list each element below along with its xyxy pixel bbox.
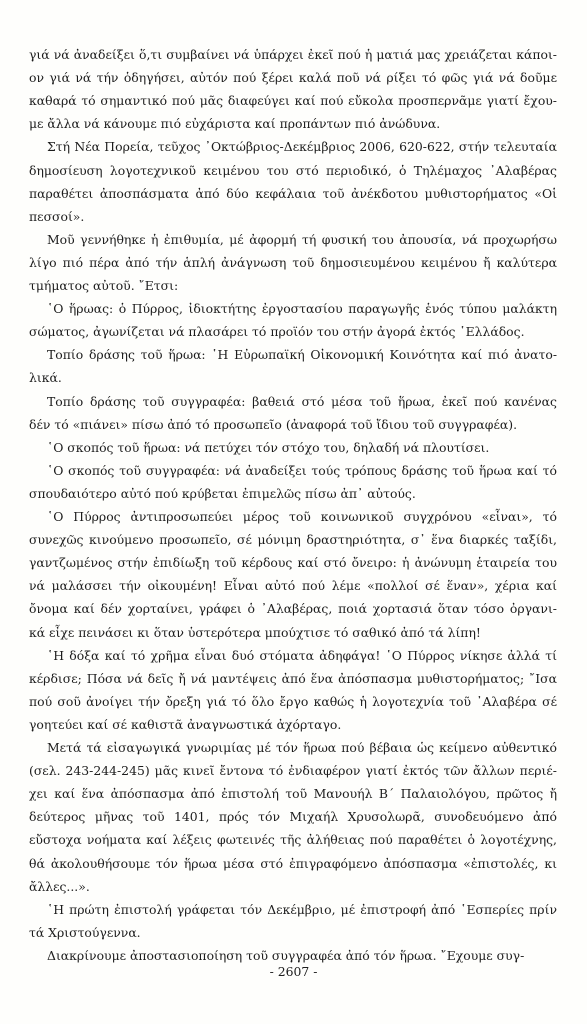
text-line: ῾Ο ἥρωας: ὁ Πύρρος, ἰδιοκτήτης ἐργοστασίου παραγωγῆς ἑνός τύπου μαλάκτη (47, 301, 557, 317)
text-line: ῾Ο σκοπός τοῦ ἥρωα: νά πετύχει τόν στόχο του, δηλαδή νά πλουτίσει. (47, 439, 490, 455)
text-line: τά Χριστούγεννα. (29, 924, 141, 940)
text-line: κά εἶχε πεινάσει κι ὅταν ὑστερότερα μπούχτισε τό σαθικό ἀπό τά λίπη! (29, 624, 481, 640)
text-line: λίγο πιό πέρα ἀπό τήν ἁπλή ἀνάγνωση τοῦ δημοσιευμένου κειμένου ἤ καλύτερα (29, 254, 557, 270)
text-line: λικά. (29, 370, 62, 386)
text-line: ὄνομα καί δέν χορταίνει, γράφει ὁ ᾿Αλαβέρας, ποιά χορτασιά ὅταν τόσο ὀργανι- (29, 601, 557, 617)
text-line: δημοσίευση λογοτεχνικοῦ κειμένου του στό περιοδικό, ὁ Τηλέμαχος ᾿Αλαβέρας (29, 162, 557, 178)
text-line: ον γιά νά τήν ὁδηγήσει, αὐτόν πού ξέρει καλά ποῦ νά ρίξει τό φῶς γιά νά δοῦμε (29, 70, 557, 86)
text-line: δεύτερος μῆνας τοῦ 1401, πρός τόν Μιχαήλ Χρυσολωρᾶ, συνοδευόμενο ἀπό (29, 809, 557, 825)
text-line: παραθέτει ἀποσπάσματα ἀπό δύο κεφάλαια τοῦ ἀνέκδοτου μυθιστορήματος «Οἱ (29, 185, 557, 201)
text-line: νά μαλάσσει τήν οἰκουμένη! Εἶναι αὐτό πού λέμε «πολλοί σέ ἕναν», χέρια καί (29, 578, 557, 594)
text-line: χει καί ἕνα ἀπόσπασμα ἀπό ἐπιστολή τοῦ Μανουήλ Β΄ Παλαιολόγου, πρῶτος ἤ (29, 786, 557, 802)
page-number: - 2607 - (269, 964, 318, 979)
text-line: ῾Ο σκοπός τοῦ συγγραφέα: νά ἀναδείξει τούς τρόπους δράσης τοῦ ἥρωα καί τό (47, 462, 557, 478)
text-line: δέν τό «πιάνει» πίσω ἀπό τό προσωπεῖο (ἀναφορά τοῦ ἴδιου τοῦ συγγραφέα). (29, 416, 518, 432)
text-line: σώματος, ἀγωνίζεται νά πλασάρει τό προϊόν του στήν ἀγορά ἐκτός ῾Ελλάδος. (29, 324, 525, 340)
text-line: πού σοῦ ἀνοίγει τήν ὄρεξη γιά τό ὅλο ἔργο καθώς ἡ λογοτεχνία τοῦ ᾿Αλαβέρα σέ (29, 693, 557, 709)
text-line: καθαρά τό σημαντικό πού μᾶς διαφεύγει καί πού εὔκολα προσπερνᾶμε γιατί ἔχου- (29, 93, 557, 109)
text-line: Μετά τά εἰσαγωγικά γνωριμίας μέ τόν ἥρωα πού βέβαια ὡς κείμενο αὐθεντικό (47, 740, 557, 755)
text-line: γοητεύει καί σέ καθιστᾶ ἀναγνωστικά ἀχόρταγο. (29, 716, 342, 732)
text-line: πεσσοί». (29, 208, 85, 224)
text-line: γαντζωμένος στήν ἐπιδίωξη τοῦ κέρδους καί στό ὄνειρο: ἡ ἀνώνυμη ἑταιρεία του (29, 555, 557, 571)
text-line: σπουδαιότερο αὐτό πού κρύβεται ἐπιμελῶς πίσω ἀπ᾿ αὐτούς. (29, 485, 416, 501)
text-line: Τοπίο δράσης τοῦ ἥρωα: ῾Η Εὐρωπαϊκή Οἰκονομική Κοινότητα καί πιό ἀνατο- (47, 347, 557, 363)
text-line: ῾Η πρώτη ἐπιστολή γράφεται τόν Δεκέμβριο, μέ ἐπιστροφή ἀπό ῾Εσπερίες πρίν (47, 901, 557, 917)
text-line: θά ἀκολουθήσουμε τόν ἥρωα μέσα στό ἐπιγραφόμενο ἀπόσπασμα «ἐπιστολές, κι (29, 855, 557, 871)
text-line: με ἄλλα νά κάνουμε πιό εὐχάριστα καί προπάντων πιό ἀνώδυνα. (29, 116, 441, 132)
text-line: τμήματος αὐτοῦ. ῎Ετσι: (29, 278, 179, 293)
text-line: συνεχῶς κινούμενο προσωπεῖο, σέ μόνιμη δραστηριότητα, σ᾿ ἕνα διαρκές ταξίδι, (29, 532, 557, 548)
text-line: γιά νά ἀναδείξει ὅ,τι συμβαίνει νά ὑπάρχει ἐκεῖ πού ἡ ματιά μας χρειάζεται κάποι- (29, 47, 557, 62)
text-line: Τοπίο δράσης τοῦ συγγραφέα: βαθειά στό μέσα τοῦ ἥρωα, ἐκεῖ πού κανένας (47, 393, 557, 409)
text-line: κέρδισε; Πόσα νά δεῖς ἤ νά μαντέψεις ἀπό ἕνα ἀπόσπασμα μυθιστορήματος; ῎Ισα (29, 670, 557, 686)
text-line: Στή Νέα Πορεία, τεῦχος ᾿Οκτώβριος-Δεκέμβριος 2006, 620-622, στήν τελευταία (47, 139, 557, 155)
text-line: ῾Ο Πύρρος ἀντιπροσωπεύει μέρος τοῦ κοινωνικοῦ συγχρόνου «εἶναι», τό (47, 509, 557, 524)
text-line: ῾Η δόξα καί τό χρῆμα εἶναι δυό στόματα ἀδηφάγα! ῾Ο Πύρρος νίκησε ἀλλά τί (47, 647, 557, 663)
text-line: εὔστοχα νοήματα καί λέξεις φωτεινές τῆς ἀλήθειας πού παραθέτει ὁ λογοτέχνης, (29, 832, 557, 848)
text-line: ἄλλες...». (29, 878, 90, 894)
text-line: (σελ. 243-244-245) μᾶς κινεῖ ἔντονα τό ἐνδιαφέρον γιατί ἐκτός τῶν ἄλλων περιέ- (29, 763, 557, 779)
text-line: Διακρίνουμε ἀποστασιοποίηση τοῦ συγγραφέα ἀπό τόν ἥρωα. ῎Εχουμε συγ- (47, 947, 525, 963)
text-line: Μοῦ γεννήθηκε ἡ ἐπιθυμία, μέ ἀφορμή τή φυσική του ἀπουσία, νά προχωρήσω (47, 231, 557, 247)
